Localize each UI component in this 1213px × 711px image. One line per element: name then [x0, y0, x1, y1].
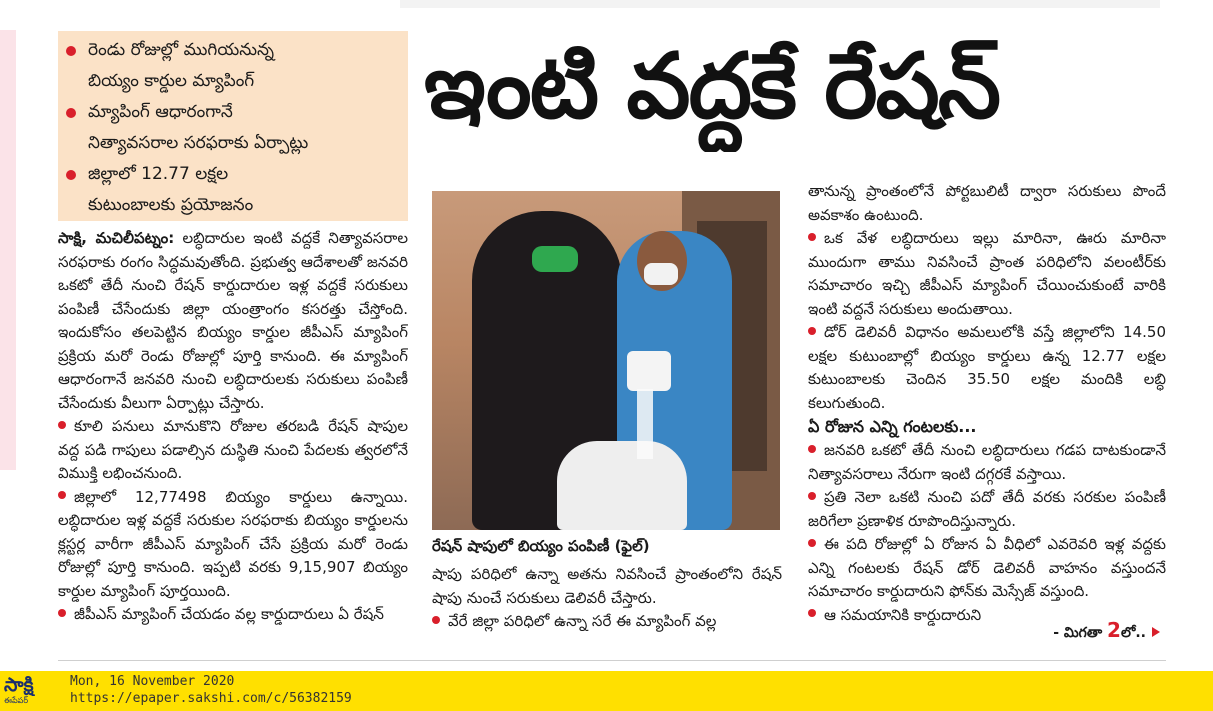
headline: ఇంటి వద్దకే రేషన్‌	[424, 34, 1000, 139]
bullet-paragraph: జిల్లాలో 12,77498 బియ్యం కార్డులు ఉన్నాయి. లబ్ధిదారుల ఇళ్ల వద్దకే సరుకుల సరఫరాకు బియ్యం కార్డులను క్లస్టర్ల వారీగా జీపీఎస్‌ మ్యాపింగ్‌ చేసే ప్రక్రియ మరో రెండు రోజుల్లో పూర్తి కానుంది. ఇప్పటి వరకు 9,15,907 బియ్యం కార్డుల మ్యాపింగ్‌ పూర్తయింది.	[58, 487, 408, 600]
bullet-icon	[66, 170, 76, 180]
bullet-paragraph: వేరే జిల్లా పరిధిలో ఉన్నా సరే ఈ మ్యాపింగ్‌ వల్ల	[432, 610, 782, 634]
ration-shop-photo	[432, 191, 780, 530]
edition-date: Mon, 16 November 2020	[70, 674, 235, 689]
photo-caption: రేషన్‌ షాపులో బియ్యం పంపిణీ (ఫైల్‌)	[432, 537, 650, 555]
bullet-icon	[58, 609, 66, 617]
highlight-item	[66, 159, 400, 221]
bullet-icon	[808, 492, 816, 500]
highlight-line: జిల్లాలో 12.77 లక్షల	[88, 164, 229, 184]
highlight-line: మ్యాపింగ్‌ ఆధారంగానే	[88, 102, 233, 122]
bullet-icon	[58, 491, 66, 499]
dateline: సాక్షి, మచిలీపట్నం:	[58, 229, 175, 247]
continued-page-number: 2	[1107, 618, 1121, 642]
bullet-icon	[66, 46, 76, 56]
footer-divider	[58, 660, 1166, 661]
bullet-icon	[808, 445, 816, 453]
bullet-paragraph: ఈ పది రోజుల్లో ఏ రోజున ఏ వీధిలో ఎవరెవరి ఇళ్ల వద్దకు ఎన్ని గంటలకు రేషన్‌ డోర్‌ డెలివరీ వాహనం వస్తుందనే సమాచారం కార్డుదారుని ఫోన్‌కు మెస్సేజ్‌ వస్తుంది.	[808, 535, 1166, 600]
bullet-icon	[66, 108, 76, 118]
logo-subtitle: ఈపేపర్	[4, 696, 29, 705]
article-paragraph: షాపు పరిధిలో ఉన్నా అతను నివసించే ప్రాంతంలోని రేషన్‌ షాపు నుంచే సరుకులు డెలివరీ చేస్తారు.	[432, 565, 782, 607]
highlight-item	[66, 35, 400, 97]
bullet-paragraph: ప్రతి నెలా ఒకటి నుంచి పదో తేదీ వరకు సరకుల పంపిణీ జరిగేలా ప్రణాళిక రూపొందిస్తున్నారు.	[808, 488, 1166, 530]
highlight-line: రెండు రోజుల్లో ముగియనున్న	[88, 40, 275, 60]
highlight-item	[66, 97, 400, 159]
bullet-icon	[808, 539, 816, 547]
bullet-paragraph: కూలి పనులు మానుకొని రోజుల తరబడి రేషన్‌ షాపుల వద్ద పడి గాపులు పడాల్సిన దుస్థితి నుంచి పేదలకు త్వరలోనే విముక్తి లభించనుంది.	[58, 417, 408, 482]
article-column-middle	[432, 563, 782, 639]
bullet-icon	[808, 609, 816, 617]
highlight-line: బియ్యం కార్డుల మ్యాపింగ్‌	[88, 71, 255, 91]
bullet-paragraph: జనవరి ఒకటో తేదీ నుంచి లబ్ధిదారులు గడప దాటకుండానే నిత్యావసరాలు నేరుగా ఇంటి దగ్గరకే వస్తాయి.	[808, 441, 1166, 483]
continued-suffix: లో..	[1120, 625, 1146, 641]
bullet-paragraph: ఆ సమయానికి కార్డుదారుని	[808, 604, 1166, 628]
continued-label: - మిగతా	[1053, 625, 1103, 641]
article-paragraph	[58, 227, 408, 415]
footer-bar	[0, 671, 1213, 711]
photo-container	[627, 351, 671, 391]
subheading: ఏ రోజున ఎన్ని గంటలకు...	[808, 417, 977, 436]
bullet-icon	[58, 421, 66, 429]
photo-white-mask	[644, 263, 678, 285]
highlight-line: కుటుంబాలకు ప్రయోజనం	[88, 195, 254, 215]
sakshi-logo[interactable]	[4, 674, 64, 708]
bullet-paragraph: జీపీఎస్‌ మ్యాపింగ్‌ చేయడం వల్ల కార్డుదారులు ఏ రేషన్‌	[58, 603, 408, 627]
bullet-icon	[432, 616, 440, 624]
bullet-paragraph: డోర్‌ డెలివరీ విధానం అమలులోకి వస్తే జిల్లాలోని 14.50 లక్షల కుటుంబాల్లో బియ్యం కార్డులు ఉన్న 12.77 లక్షల కుటుంబాలకు చెందిన 35.50 లక్షల మందికి లబ్ధి కలుగుతుంది.	[808, 323, 1166, 412]
bullet-icon	[808, 233, 816, 241]
photo-rice-sack	[557, 441, 687, 530]
bullet-paragraph: ఒక వేళ లబ్ధిదారులు ఇల్లు మారినా, ఊరు మారినా ముందుగా తాము నివసించే ప్రాంత పరిధిలోని వలంటీర్‌కు సమాచారం ఇచ్చి జీపీఎస్‌ మ్యాపింగ్‌ చేయించుకుంటే వారికి ఇంటి వద్దనే సరుకులు అందుతాయి.	[808, 229, 1166, 318]
logo-wordmark: సాక్షి	[4, 674, 34, 696]
article-column-right	[808, 180, 1166, 636]
article-column-left	[58, 227, 408, 637]
highlights-box	[58, 31, 408, 221]
highlight-line: నిత్యావసరాల సరఫరాకు ఏర్పాట్లు	[88, 133, 309, 153]
photo-green-mask	[532, 246, 578, 272]
arrow-right-icon	[1152, 627, 1160, 637]
epaper-url[interactable]: https://epaper.sakshi.com/c/56382159	[70, 691, 352, 706]
left-margin-strip	[0, 30, 16, 470]
top-margin-strip	[400, 0, 1160, 8]
article-paragraph: తానున్న ప్రాంతంలోనే పోర్టబులిటీ ద్వారా సరుకులు పొందే అవకాశం ఉంటుంది.	[808, 182, 1166, 224]
continued-link[interactable]	[1040, 618, 1160, 644]
bullet-icon	[808, 327, 816, 335]
photo-rice-stream	[637, 389, 653, 459]
intro-text: లబ్ధిదారుల ఇంటి వద్దకే నిత్యావసరాల సరఫరాకు రంగం సిద్ధమవుతోంది. ప్రభుత్వ ఆదేశాలతో జనవరి ఒకటో తేదీ నుంచి రేషన్‌ కార్డుదారుల ఇళ్ల వద్దకే సరుకులు పంపిణీ చేసేందుకు జిల్లా యంత్రాంగం కసరత్తు చేస్తోంది. ఇందుకోసం తలపెట్టిన బియ్యం కార్డుల జీపీఎస్‌ మ్యాపింగ్‌ ప్రక్రియ మరో రెండు రోజుల్లో పూర్తి కానుంది. ఈ మ్యాపింగ్‌ ఆధారంగానే జనవరి నుంచి లబ్ధిదారులకు సరుకులు పంపిణీ చేసేందుకు వీలుగా ఏర్పాట్లు చేస్తారు.	[58, 229, 408, 412]
